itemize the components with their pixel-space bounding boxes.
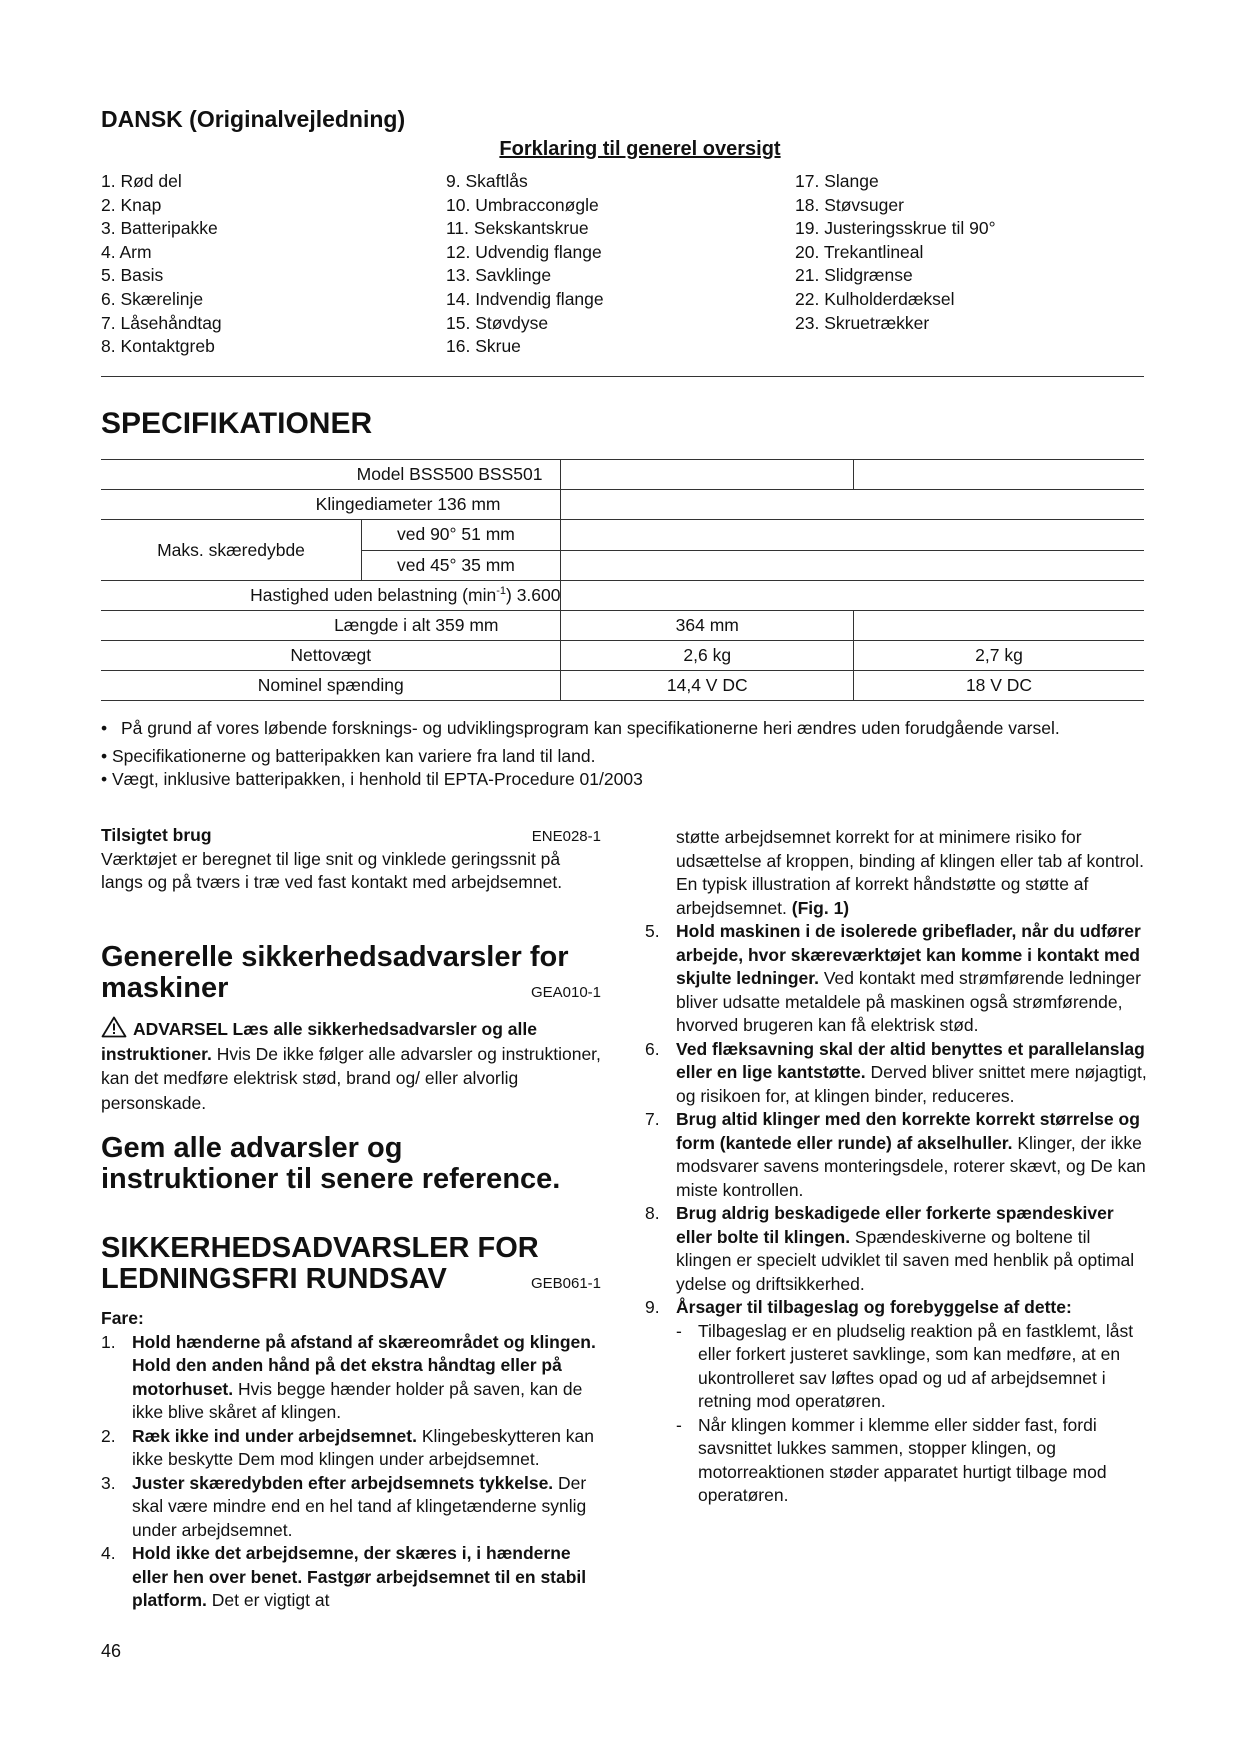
page-number: 46 — [101, 1641, 122, 1661]
figure-reference: (Fig. 1) — [791, 897, 850, 918]
legend-item: 9. Skaftlås — [446, 171, 528, 191]
spec-length-b: 364 mm — [561, 611, 854, 641]
sub-item: - Når klingen kommer i klemme eller sidder fast, fordi savsnittet lukkes sammen, stopper klingen, og motorreaktionen støder apparatet hurtigt tilbage mod operatøren. — [676, 1414, 1107, 1505]
cordless-title-2: LEDNINGSFRI RUNDSAV — [101, 1263, 447, 1295]
table-row — [101, 641, 1144, 671]
spec-weight-b: 2,7 kg — [854, 641, 1144, 671]
spec-weight-a: 2,6 kg — [561, 641, 854, 671]
sub-item: - Tilbageslag er en pludselig reaktion på en fastklemt, låst eller forkert justeret savklinge, som kan medføre, at en ukontrolleret sav løftes opad og ud af arbejdsemnet i retning mod operatøren. — [676, 1320, 1134, 1411]
legend-item: 7. Låsehåndtag — [101, 312, 222, 333]
intended-use-code: ENE028-1 — [531, 828, 601, 845]
general-warnings-title: Generelle sikkerhedsadvarsler for — [101, 941, 569, 973]
right-column — [645, 826, 1150, 1508]
legend-item: 23. Skruetrækker — [795, 312, 930, 333]
intended-use-section — [101, 824, 601, 895]
list-item: 2. Ræk ikke ind under arbejdsemnet. Klingebeskytteren kan ikke beskytte Dem mod klingen under arbejdsemnet. — [101, 1425, 595, 1469]
spec-note: • På grund af vores løbende forsknings- og udviklingsprogram kan specifikationerne heri ændres uden forudgående varsel. — [101, 717, 1141, 741]
warning-triangle-icon — [101, 1016, 127, 1038]
list-item: 3. Juster skæredybden efter arbejdsemnets tykkelse. Der skal være mindre end en hel tand af klingetænderne synlig under arbejdsemnet. — [101, 1472, 587, 1540]
specs-table — [101, 459, 1144, 701]
danger-label: Fare: — [101, 1308, 144, 1328]
spec-notes — [101, 717, 1141, 792]
list-item: 9. Årsager til tilbageslag og forebyggelse af dette: — [645, 1297, 1072, 1317]
table-row — [101, 520, 1144, 551]
intended-use-text: Værktøjet er beregnet til lige snit og vinklede geringssnit på langs og på tværs i træ ved fast kontakt med arbejdsemnet. — [101, 848, 563, 892]
legend-item: 8. Kontaktgreb — [101, 336, 215, 357]
legend-item: 12. Udvendig flange — [446, 241, 602, 262]
item-4-continued: støtte arbejdsemnet korrekt for at minimere risiko for udsættelse af kroppen, binding af klingen eller tab af kontrol. En typisk illustration af korrekt håndstøtte og støtte af arbejdsemnet. (Fig. 1) — [676, 827, 1144, 918]
legend-column-1 — [101, 170, 222, 359]
legend-column-2 — [446, 170, 604, 359]
spec-note: • Vægt, inklusive batteripakken, i henhold til EPTA-Procedure 01/2003 — [101, 769, 643, 789]
spec-speed: Hastighed uden belastning $(\min^{-1})$ 3.600 — [101, 581, 561, 611]
legend-item: 1. Rød del — [101, 171, 182, 191]
table-row — [101, 611, 1144, 641]
spec-depth-90: ved 90° 51 mm — [362, 520, 560, 551]
spec-blade-diameter: Klingediameter 136 mm — [101, 490, 561, 520]
general-warnings-section — [101, 942, 601, 1115]
legend-item: 11. Sekskantskrue — [446, 218, 589, 239]
spec-weight-label: Nettovægt — [101, 641, 561, 671]
legend-item: 17. Slange — [795, 171, 879, 191]
table-row — [101, 581, 1144, 611]
spec-depth-label: Maks. skæredybde — [101, 520, 362, 580]
legend-item: 5. Basis — [101, 265, 164, 286]
cordless-code: GEB061-1 — [530, 1275, 601, 1292]
warning-paragraph: ADVARSEL Læs alle sikkerhedsadvarsler og alle instruktioner. Hvis De ikke følger alle advarsler og instruktioner, kan det medføre elektrisk stød, brand og/ eller alvorlig personskade. — [101, 1016, 601, 1115]
legend-item: 2. Knap — [101, 194, 162, 215]
table-row — [101, 671, 1144, 701]
language-heading: DANSK (Originalvejledning) — [101, 106, 406, 132]
cordless-saw-section — [101, 1233, 601, 1613]
legend-item: 3. Batteripakke — [101, 218, 218, 239]
section-divider — [101, 376, 1144, 377]
list-item: 6. Ved flæksavning skal der altid benyttes et parallelanslag eller en lige kantstøtte. Derved bliver snittet mere nøjagtigt, og risikoen for, at klingen binder, reduceres. — [645, 1038, 1147, 1106]
keep-instructions: Gem alle advarsler og instruktioner til senere reference. — [101, 1132, 561, 1195]
legend-item: 15. Støvdyse — [446, 312, 549, 333]
legend-item: 16. Skrue — [446, 336, 521, 357]
legend-item: 18. Støvsuger — [795, 194, 904, 215]
legend-item: 20. Trekantlineal — [795, 241, 924, 262]
general-warnings-code: GEA010-1 — [530, 984, 601, 1001]
legend-item: 10. Umbracconøgle — [446, 194, 599, 215]
list-item: 8. Brug aldrig beskadigede eller forkerte spændeskiver eller bolte til klingen. Spændeskiverne og boltene til klingen er specielt udviklet til saven med henblik på optimal ydelse og driftsikkerhed. — [645, 1203, 1135, 1294]
legend-item: 13. Savklinge — [446, 265, 552, 286]
legend-item: 6. Skærelinje — [101, 288, 204, 309]
list-item: 7. Brug altid klinger med den korrekte korrekt størrelse og form (kantede eller runde) af akselhuller. Klinger, der ikke modsvarer savens monteringsdele, roterer skævt, og De kan miste kontrollen. — [645, 1109, 1146, 1200]
spec-voltage-b: 18 V DC — [854, 671, 1144, 701]
legend-item: 22. Kulholderdæksel — [795, 288, 955, 309]
spec-model: Model BSS500 BSS501 — [101, 460, 561, 490]
list-item: 1. Hold hænderne på afstand af skæreområdet og klingen. Hold den anden hånd på det ekstra håndtag eller på motorhuset. Hvis begge hænder holder på saven, kan de ikke blive skåret af klingen. — [101, 1331, 596, 1422]
intended-use-title: Tilsigtet brug — [101, 825, 212, 845]
specs-title: SPECIFIKATIONER — [101, 407, 373, 440]
legend-item: 4. Arm — [101, 241, 152, 262]
legend-item: 14. Indvendig flange — [446, 288, 604, 309]
legend-title: Forklaring til generel oversigt — [499, 138, 781, 160]
list-item: 5. Hold maskinen i de isolerede gribeflader, når du udfører arbejde, hvor skæreværktøjet kan komme i kontakt med skjulte ledninger. Ved kontakt med strømførende ledninger bliver udsatte metaldele på maskinen også strømførende, hvorved brugeren kan få elektrisk stød. — [645, 921, 1141, 1035]
spec-note: • Specifikationerne og batteripakken kan variere fra land til land. — [101, 745, 596, 766]
table-row — [101, 460, 1144, 490]
general-warnings-title-2: maskiner — [101, 972, 229, 1004]
table-row — [101, 490, 1144, 520]
spec-voltage-label: Nominel spænding — [101, 671, 561, 701]
legend-item: 21. Slidgrænse — [795, 265, 913, 286]
legend-item: 19. Justeringsskrue til 90° — [795, 218, 996, 239]
spec-voltage-a: 14,4 V DC — [561, 671, 854, 701]
list-item: 4. Hold ikke det arbejdsemne, der skæres i, i hænderne eller hen over benet. Fastgør arbejdsemnet til en stabil platform. Det er vigtigt at — [101, 1543, 587, 1610]
cordless-title: SIKKERHEDSADVARSLER FOR — [101, 1232, 539, 1264]
legend-column-3 — [795, 170, 996, 335]
spec-length: Længde i alt 359 mm — [101, 611, 561, 641]
spec-depth-45: ved 45° 35 mm — [397, 554, 515, 575]
